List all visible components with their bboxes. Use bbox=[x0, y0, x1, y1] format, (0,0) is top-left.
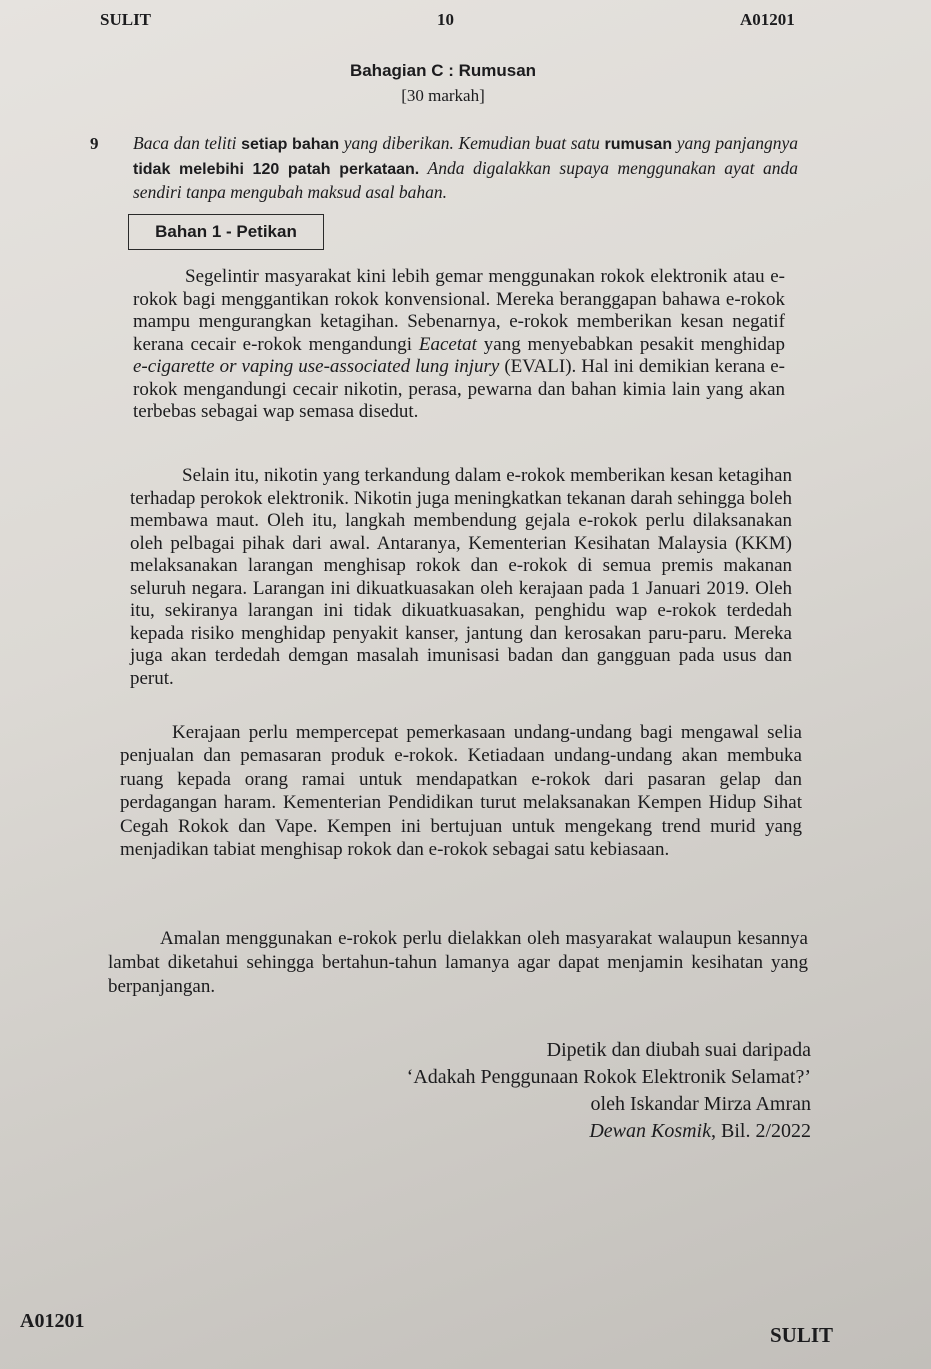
header-sulit: SULIT bbox=[100, 10, 152, 29]
instruction-text: yang panjangnya bbox=[672, 133, 798, 153]
passage-paragraph-1 bbox=[133, 266, 785, 424]
source-line-3: oleh Iskandar Mirza Amran bbox=[590, 1093, 811, 1115]
question-number: 9 bbox=[90, 134, 99, 153]
instruction-bold: tidak melebihi 120 patah perkataan. bbox=[133, 160, 420, 178]
source-issue: , Bil. 2/2022 bbox=[710, 1120, 811, 1142]
section-title: Bahagian C : Rumusan bbox=[349, 61, 537, 80]
footer-code: A01201 bbox=[20, 1310, 85, 1332]
source-line-2: ‘Adakah Penggunaan Rokok Elektronik Selamat?’ bbox=[406, 1066, 811, 1088]
question-instruction bbox=[133, 132, 798, 204]
instruction-text: yang diberikan. Kemudian buat satu bbox=[339, 133, 605, 153]
paragraph-text: (EVALI). Hal ini demikian kerana e-rokok mengandungi cecair nikotin, perasa, pewarna dan bahan kimia lain yang akan terbebas sebagai wap semasa disedut. bbox=[133, 356, 785, 422]
passage-paragraph-4 bbox=[108, 927, 808, 999]
section-marks: [30 markah] bbox=[401, 86, 485, 105]
footer-sulit: SULIT bbox=[770, 1323, 834, 1347]
paragraph-text: Amalan menggunakan e-rokok perlu dielakkan oleh masyarakat walaupun kesannya lambat diketahui sehingga bertahun-tahun lamanya agar dapat menjamin kesihatan yang berpanjangan. bbox=[108, 928, 808, 997]
source-publication: Dewan Kosmik bbox=[589, 1120, 711, 1142]
source-line-1: Dipetik dan diubah suai daripada bbox=[546, 1039, 811, 1061]
instruction-bold: rumusan bbox=[604, 136, 673, 153]
paragraph-italic: e-cigarette or vaping use-associated lung injury bbox=[133, 356, 500, 377]
instruction-text: Baca dan teliti bbox=[133, 133, 242, 153]
passage-paragraph-3 bbox=[120, 721, 802, 861]
paragraph-text: Selain itu, nikotin yang terkandung dalam e-rokok memberikan kesan ketagihan terhadap perokok elektronik. Nikotin juga meningkatkan tekanan darah sehingga boleh membawa maut. Oleh itu, langkah membendung gejala e-rokok perlu dilaksanakan oleh pelbagai pihak dari awal. Antaranya, Kementerian Kesihatan Malaysia (KKM) melaksanakan larangan menghisap rokok dan e-rokok di semua premis makanan seluruh negara. Larangan ini dikuatkuasakan oleh kerajaan pada 1 Januari 2019. Oleh itu, sekiranya larangan ini tidak dikuatkuasakan, penghidu wap e-rokok terdedah kepada risiko menghidap penyakit kanser, jantung dan kerosakan paru-paru. Mereka juga akan terdedah demgan masalah imunisasi badan dan gangguan pada usus dan perut. bbox=[130, 465, 792, 689]
paragraph-italic: Eacetat bbox=[418, 333, 477, 355]
instruction-bold: setiap bahan bbox=[241, 136, 340, 153]
paragraph-text: Kerajaan perlu mempercepat pemerkasaan undang-undang bagi mengawal selia penjualan dan pemasaran produk e-rokok. Ketiadaan undang-undang akan membuka ruang kepada orang ramai untuk mendapatkan e-rokok dari pasaran gelap dan perdagangan haram. Kementerian Pendidikan turut melaksanakan Kempen Hidup Sihat Cegah Rokok dan Vape. Kempen ini bertujuan untuk mengekang trend murid yang menjadikan tabiat menghisap rokok dan e-rokok sebagai satu kebiasaan. bbox=[120, 722, 802, 861]
paragraph-text: Segelintir masyarakat kini lebih gemar menggunakan rokok elektronik atau e-rokok bagi menggantikan rokok konvensional. Mereka beranggapan bahawa e-rokok mampu mengurangkan ketagihan. Sebenarnya, e-rokok memberikan kesan negatif kerana cecair e-rokok mengandungi bbox=[133, 266, 785, 355]
header-code: A01201 bbox=[740, 10, 795, 29]
bahan-label: Bahan 1 - Petikan bbox=[128, 214, 324, 250]
paragraph-text: yang menyebabkan pesakit menghidap bbox=[476, 333, 785, 355]
passage-paragraph-2 bbox=[130, 465, 792, 690]
instruction-text: Anda digalakkan supaya menggunakan ayat anda sendiri tanpa mengubah maksud asal bahan. bbox=[133, 157, 799, 202]
source-line-4 bbox=[589, 1118, 811, 1144]
page-number: 10 bbox=[437, 10, 454, 29]
